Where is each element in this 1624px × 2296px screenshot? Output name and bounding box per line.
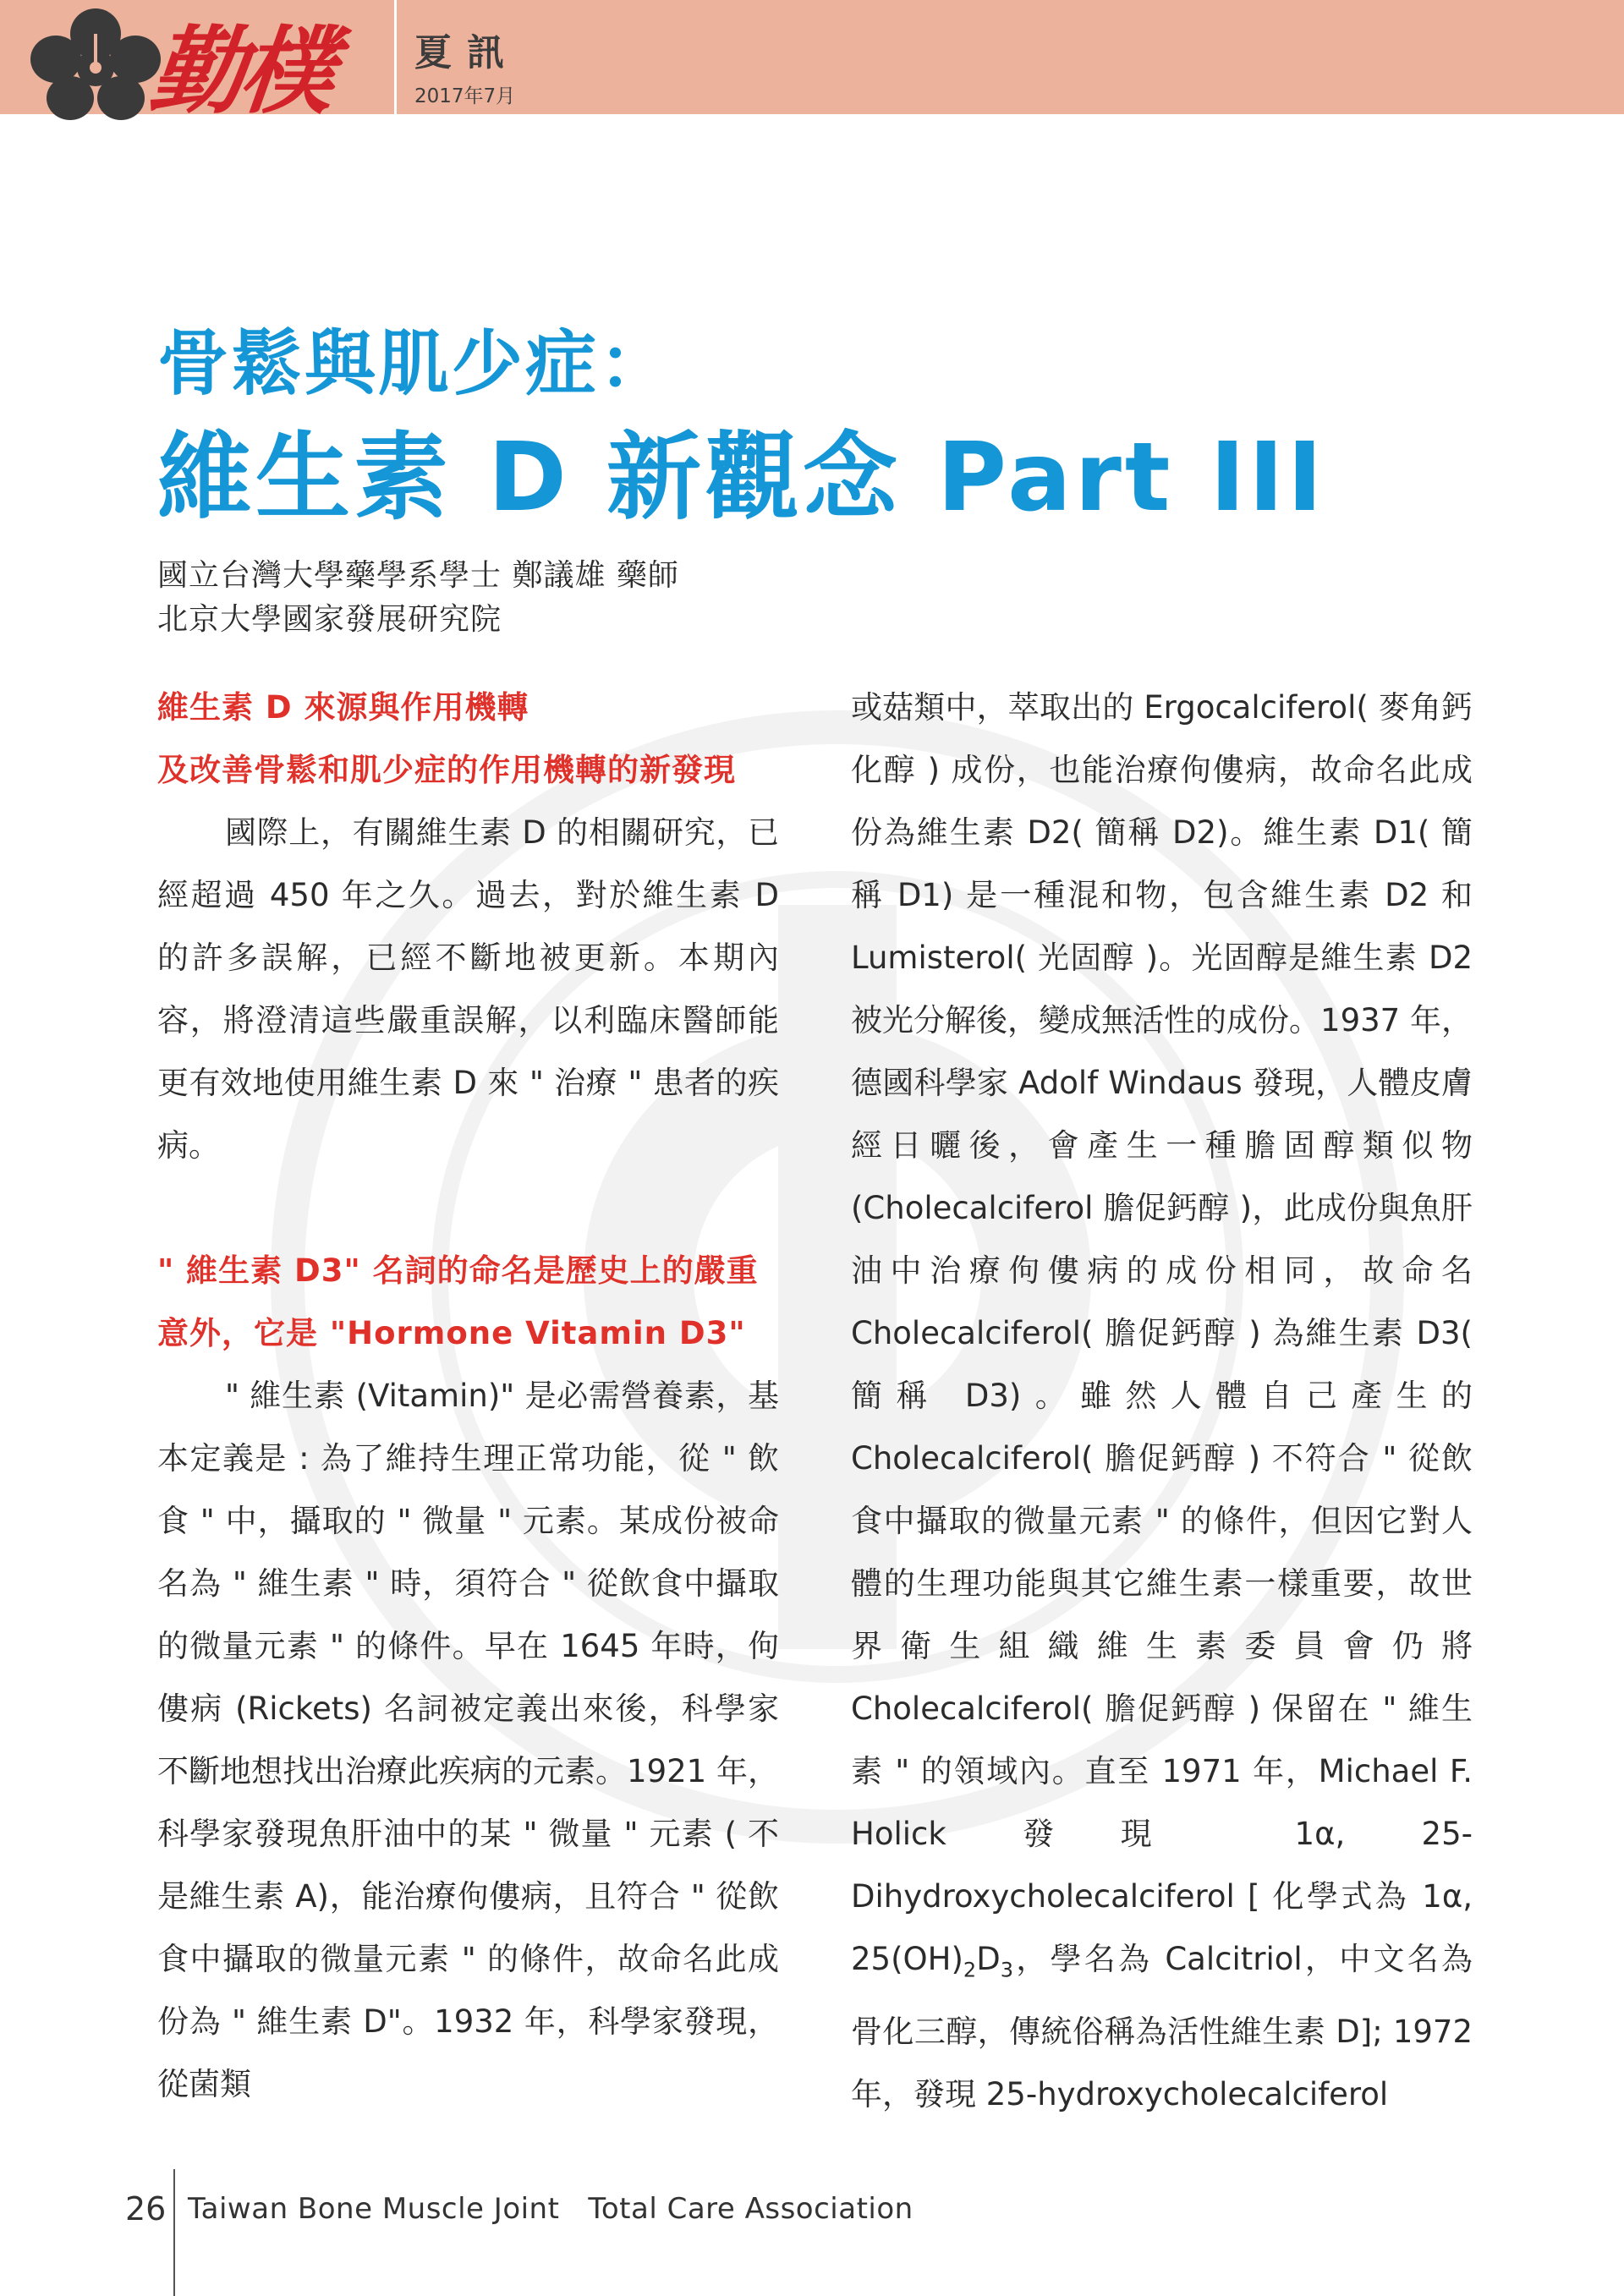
continued-body: [851, 677, 1473, 2126]
continued-body-text-1: 或菇類中，萃取出的 Ergocalciferol( 麥角鈣化醇 ) 成份，也能治療佝僂病，故命名此成份為維生素 D2( 簡稱 D2)。維生素 D1( 簡稱 D1) 是一種混和物，包含維生素 D2 和 Lumisterol( 光固醇 )。光固醇是維生素 D2 被光分解後，變成無活性的成份。1937 年，德國科學家 Adolf Windaus 發現，人體皮膚經日曬後，會產生一種膽固醇類似物 (Cholecalciferol 膽促鈣醇 )，此成份與魚肝油中治療佝僂病的成份相同，故命名 Cholecalciferol( 膽促鈣醇 ) 為維生素 D3( 簡稱 D3)。雖然人體自己產生的 Cholecalciferol( 膽促鈣醇 ) 不符合 " 從飲食中攝取的微量元素 " 的條件，但因它對人體的生理功能與其它維生素一樣重要，故世界衛生組織維生素委員會仍將 Cholecalciferol( 膽促鈣醇 ) 保留在 " 維生素 " 的領域內。直至 1971 年，Michael F. Holick 發現 1α, 25-Dihydroxycholecalciferol [ 化學式為 1α, 25(OH): [851, 689, 1473, 1977]
author-line-1: 國立台灣大學藥學系學士 鄭議雄 藥師: [157, 558, 679, 593]
issue-name: 夏訊: [414, 31, 519, 74]
footer-divider: [173, 2169, 175, 2296]
article-title-line2: 維生素 D 新觀念 Part III: [157, 423, 1326, 533]
author-line-2: 北京大學國家發展研究院: [157, 602, 502, 637]
footer-organization: Taiwan Bone Muscle Joint Total Care Association: [188, 2192, 914, 2226]
section1-heading-line1: 維生素 D 來源與作用機轉: [157, 689, 529, 726]
continued-body-text-3: ，學名為 Calcitriol，中文名為骨化三醇，傳統俗稱為活性維生素 D]; 1972 年，發現 25-hydroxycholecalciferol: [851, 1941, 1473, 2113]
section2-heading-line1: " 維生素 D3" 名詞的命名是歷史上的嚴重: [157, 1252, 759, 1289]
subscript-2: 2: [963, 1958, 977, 1982]
masthead-logo: [24, 7, 396, 142]
header-divider: [394, 0, 397, 114]
article-title-line1: 骨鬆與肌少症：: [157, 322, 673, 405]
section1-body: 國際上，有關維生素 D 的相關研究，已經超過 450 年之久。過去，對於維生素 D 的許多誤解，已經不斷地被更新。本期內容，將澄清這些嚴重誤解，以利臨床醫師能更有效地使用維生素 D 來 " 治療 " 患者的疾病。: [157, 814, 779, 1164]
page-number: 26: [125, 2190, 167, 2228]
section2-heading-line2: 意外，它是 "Hormone Vitamin D3": [157, 1315, 746, 1351]
subscript-3: 3: [1000, 1958, 1013, 1982]
right-column: [851, 677, 1473, 2126]
logo-wordmark: 勤樸: [145, 16, 336, 127]
author-block: [157, 554, 679, 642]
left-column: [157, 677, 779, 2116]
section2-body: " 維生素 (Vitamin)" 是必需營養素，基本定義是 : 為了維持生理正常功能，從 " 飲食 " 中，攝取的 " 微量 " 元素。某成份被命名為 " 維生素 " 時，須符合 " 從飲食中攝取的微量元素 " 的條件。早在 1645 年時，佝僂病 (Rickets) 名詞被定義出來後，科學家不斷地想找出治療此疾病的元素。1921 年，科學家發現魚肝油中的某 " 微量 " 元素 ( 不是維生素 A)，能治療佝僂病，且符合 " 從飲食中攝取的微量元素 " 的條件，故命名此成份為 " 維生素 D"。1932 年，科學家發現，從菌類: [157, 1378, 779, 2102]
continued-body-text-2: D: [976, 1941, 1001, 1977]
section1-heading-line2: 及改善骨鬆和肌少症的作用機轉的新發現: [157, 752, 736, 788]
issue-date: 2017年7月: [414, 85, 516, 107]
